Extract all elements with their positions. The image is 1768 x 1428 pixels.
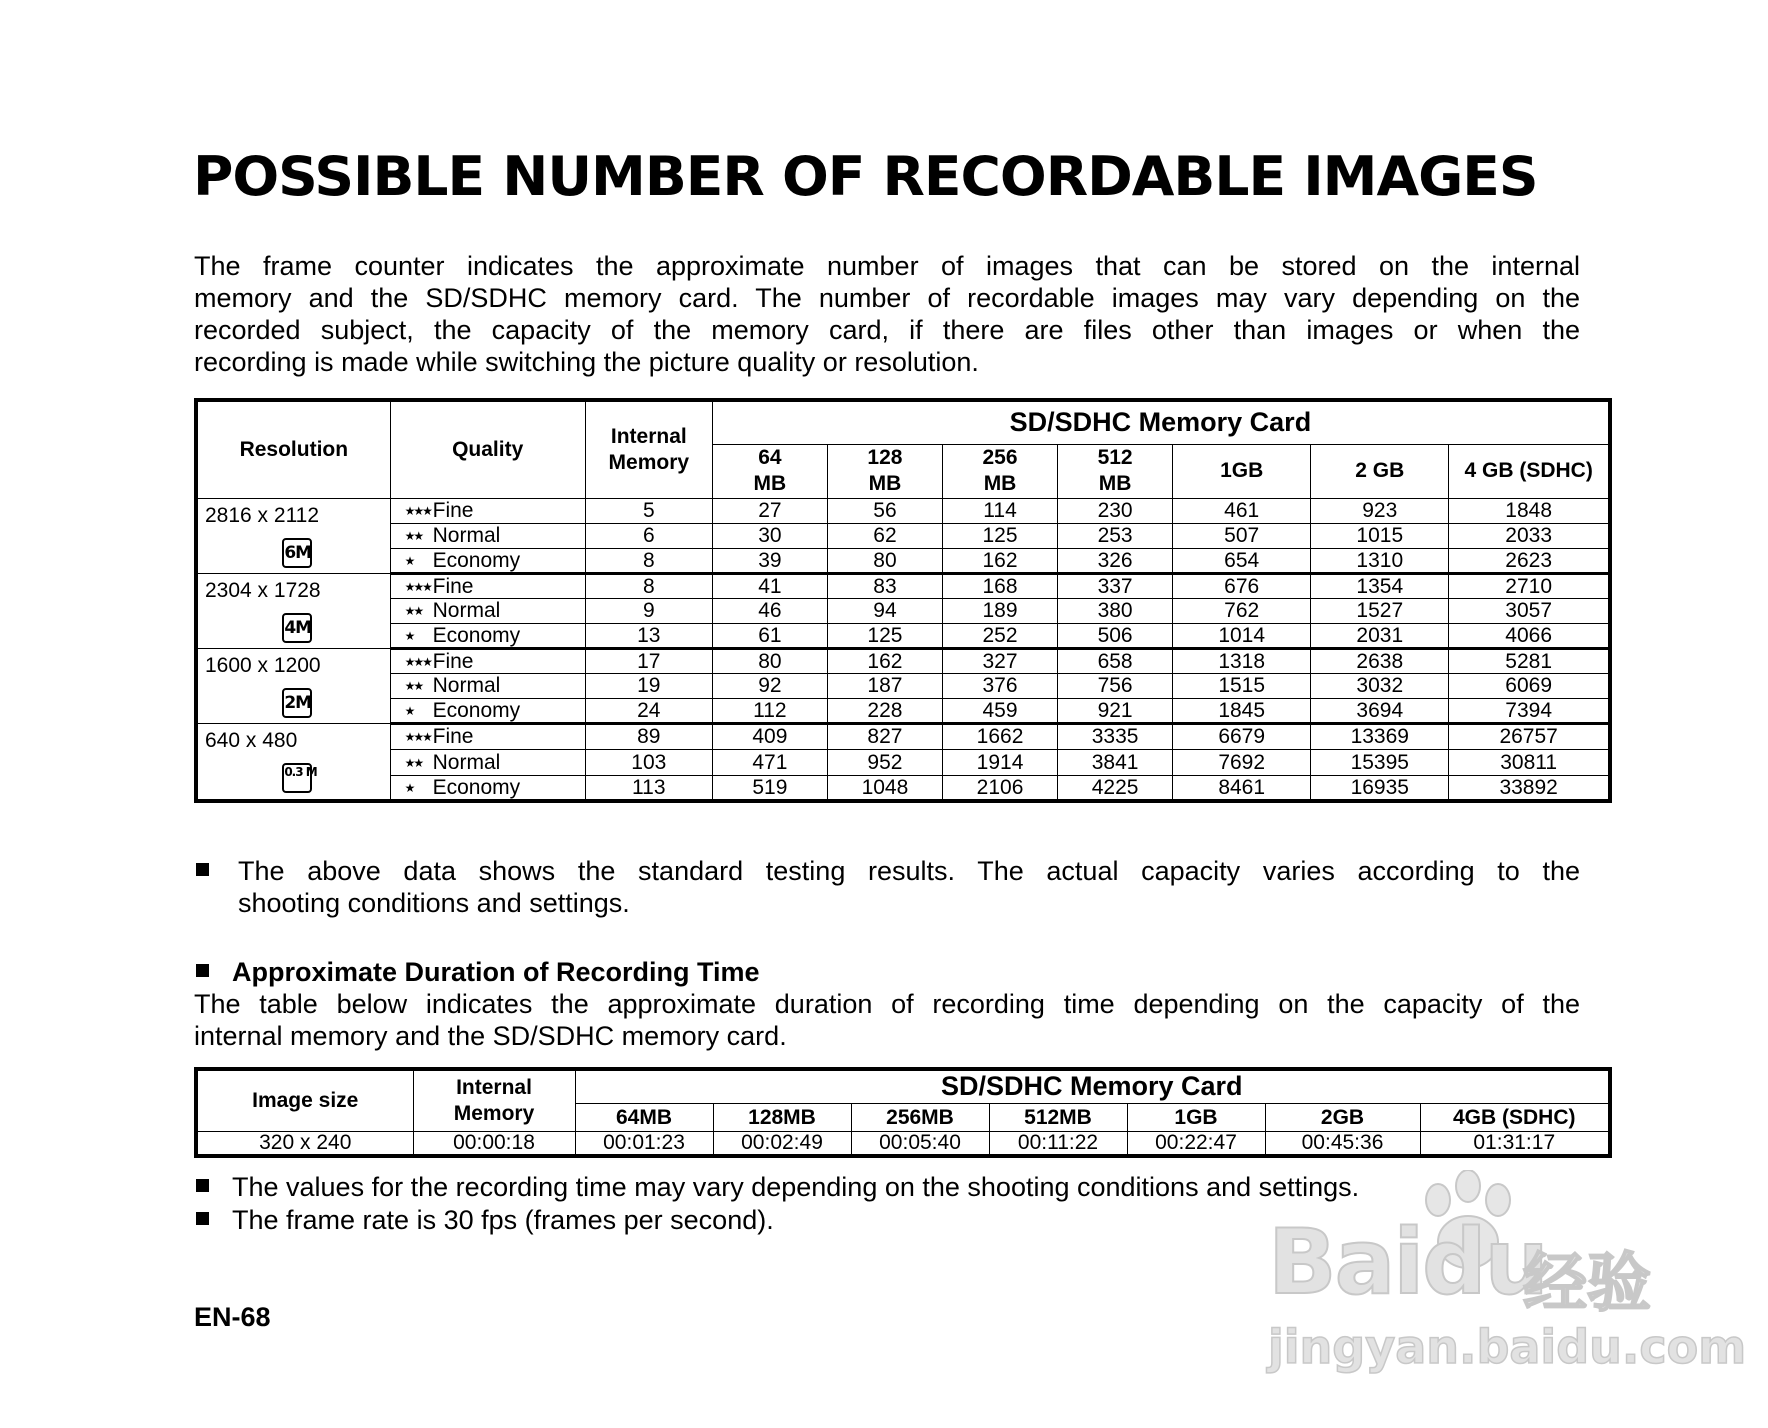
fine-quality-icon: ★★★ bbox=[404, 730, 431, 745]
card-capacity-count: 506 bbox=[1058, 623, 1173, 648]
card-capacity-count: 337 bbox=[1058, 573, 1173, 598]
note-recording-time-text: The values for the recording time may vary depending on the shooting conditions and settings. bbox=[232, 1172, 1360, 1202]
resolution-badge-icon: 6M bbox=[282, 538, 312, 568]
card-capacity-count: 189 bbox=[942, 598, 1057, 623]
watermark-url: jingyan.baidu.com bbox=[1268, 1320, 1747, 1374]
quality-header: Quality bbox=[390, 400, 585, 498]
card-capacity-count: 4066 bbox=[1449, 623, 1610, 648]
quality-label: Fine bbox=[432, 574, 474, 598]
resolution-badge-icon: 0.3 M bbox=[282, 763, 312, 793]
card-capacity-count: 3032 bbox=[1311, 673, 1449, 698]
internal-header-line: Memory bbox=[608, 450, 690, 474]
card-capacity-count: 1515 bbox=[1173, 673, 1311, 698]
card-capacity-count: 33892 bbox=[1449, 775, 1610, 801]
intro-line: memory and the SD/SDHC memory card. The number of recordable images may vary depending on the bbox=[194, 283, 1580, 313]
card-capacity-count: 2106 bbox=[942, 775, 1057, 801]
card-capacity-count: 112 bbox=[712, 698, 827, 723]
internal-header-line: Internal bbox=[610, 424, 687, 448]
quality-label: Normal bbox=[432, 750, 501, 774]
card-capacity-count: 1354 bbox=[1311, 573, 1449, 598]
quality-cell bbox=[390, 648, 585, 673]
internal-memory-count: 8 bbox=[585, 573, 712, 598]
card-capacity-count: 507 bbox=[1173, 523, 1311, 548]
duration-heading bbox=[196, 956, 760, 988]
table-row bbox=[196, 673, 1610, 698]
fine-quality-icon: ★★★ bbox=[404, 579, 431, 594]
table-row bbox=[196, 548, 1610, 573]
table-row bbox=[196, 623, 1610, 648]
card-capacity-count: 162 bbox=[827, 648, 942, 673]
card-capacity-count: 2033 bbox=[1449, 523, 1610, 548]
card-capacity-count: 923 bbox=[1311, 498, 1449, 523]
card-capacity-count: 461 bbox=[1173, 498, 1311, 523]
watermark-cn: 经验 bbox=[1523, 1247, 1651, 1319]
economy-quality-icon: ★ bbox=[404, 703, 414, 718]
resolution-cell bbox=[196, 573, 390, 648]
card-capacity-count: 80 bbox=[712, 648, 827, 673]
card-capacity-count: 30 bbox=[712, 523, 827, 548]
normal-quality-icon: ★★ bbox=[404, 679, 423, 694]
quality-cell bbox=[390, 573, 585, 598]
card-capacity-count: 3335 bbox=[1058, 723, 1173, 749]
quality-label: Fine bbox=[432, 649, 474, 673]
card-capacity-count: 3694 bbox=[1311, 698, 1449, 723]
capacity-header-line: 512 bbox=[1097, 446, 1133, 469]
card-capacity-count: 39 bbox=[712, 548, 827, 573]
resolution-value: 640 x 480 bbox=[205, 728, 298, 752]
card-capacity-count: 252 bbox=[942, 623, 1057, 648]
sd-card-header: SD/SDHC Memory Card bbox=[712, 400, 1610, 444]
normal-quality-icon: ★★ bbox=[404, 529, 423, 544]
quality-label: Economy bbox=[432, 698, 521, 722]
watermark-brand: Baidu bbox=[1268, 1210, 1547, 1315]
card-capacity-count: 6069 bbox=[1449, 673, 1610, 698]
resolution-value: 1600 x 1200 bbox=[205, 653, 321, 677]
internal-memory-count: 113 bbox=[585, 775, 712, 801]
normal-quality-icon: ★★ bbox=[404, 755, 423, 770]
card-capacity-count: 326 bbox=[1058, 548, 1173, 573]
card-capacity-count: 83 bbox=[827, 573, 942, 598]
card-capacity-count: 125 bbox=[942, 523, 1057, 548]
card-capacity-count: 1048 bbox=[827, 775, 942, 801]
card-duration: 00:02:49 bbox=[713, 1131, 851, 1156]
card-capacity-count: 2638 bbox=[1311, 648, 1449, 673]
intro-line: recording is made while switching the picture quality or resolution. bbox=[194, 347, 979, 377]
quality-cell bbox=[390, 523, 585, 548]
card-capacity-count: 1914 bbox=[942, 749, 1057, 775]
capacity-header-line: 2 GB bbox=[1355, 459, 1405, 482]
capacity-header: 4GB (SDHC) bbox=[1420, 1103, 1610, 1131]
card-capacity-count: 2623 bbox=[1449, 548, 1610, 573]
normal-quality-icon: ★★ bbox=[404, 604, 423, 619]
quality-cell bbox=[390, 698, 585, 723]
intro-paragraph bbox=[194, 250, 1580, 378]
bullet-square-icon bbox=[196, 1212, 209, 1225]
capacity-header: 64MB bbox=[575, 1103, 713, 1131]
card-capacity-count: 459 bbox=[942, 698, 1057, 723]
internal-memory-header bbox=[413, 1069, 575, 1131]
duration-intro-line: The table below indicates the approximate duration of recording time depending on the capacity of the bbox=[194, 989, 1580, 1019]
image-size-header: Image size bbox=[196, 1069, 413, 1131]
card-capacity-count: 62 bbox=[827, 523, 942, 548]
resolution-cell bbox=[196, 648, 390, 723]
capacity-header bbox=[1449, 444, 1610, 498]
card-duration: 00:05:40 bbox=[851, 1131, 989, 1156]
internal-memory-duration: 00:00:18 bbox=[413, 1131, 575, 1156]
card-capacity-count: 15395 bbox=[1311, 749, 1449, 775]
note-line: The above data shows the standard testing results. The actual capacity varies according to the bbox=[238, 856, 1580, 886]
card-capacity-count: 6679 bbox=[1173, 723, 1311, 749]
card-capacity-count: 114 bbox=[942, 498, 1057, 523]
card-capacity-count: 921 bbox=[1058, 698, 1173, 723]
internal-memory-count: 103 bbox=[585, 749, 712, 775]
card-capacity-count: 46 bbox=[712, 598, 827, 623]
internal-memory-count: 24 bbox=[585, 698, 712, 723]
quality-cell bbox=[390, 775, 585, 801]
card-capacity-count: 327 bbox=[942, 648, 1057, 673]
internal-memory-header bbox=[585, 400, 712, 498]
card-capacity-count: 168 bbox=[942, 573, 1057, 598]
quality-cell bbox=[390, 548, 585, 573]
baidu-watermark bbox=[1268, 1200, 1747, 1400]
resolution-cell bbox=[196, 498, 390, 573]
capacity-header-line: MB bbox=[753, 472, 787, 495]
table-row bbox=[196, 775, 1610, 801]
resolution-value: 2816 x 2112 bbox=[205, 503, 320, 527]
card-duration: 01:31:17 bbox=[1420, 1131, 1610, 1156]
recordable-images-table bbox=[194, 398, 1612, 803]
resolution-header: Resolution bbox=[196, 400, 390, 498]
internal-header-line: Internal bbox=[456, 1075, 532, 1099]
quality-label: Fine bbox=[432, 725, 474, 748]
bullet-square-icon bbox=[196, 863, 209, 876]
table-row bbox=[196, 523, 1610, 548]
resolution-cell bbox=[196, 723, 390, 801]
intro-line: recorded subject, the capacity of the memory card, if there are files other than images or when the bbox=[194, 315, 1580, 345]
card-capacity-count: 30811 bbox=[1449, 749, 1610, 775]
bullet-square-icon bbox=[196, 1179, 209, 1192]
card-capacity-count: 26757 bbox=[1449, 723, 1610, 749]
card-capacity-count: 230 bbox=[1058, 498, 1173, 523]
card-capacity-count: 56 bbox=[827, 498, 942, 523]
card-capacity-count: 125 bbox=[827, 623, 942, 648]
recording-duration-table bbox=[194, 1067, 1612, 1158]
quality-cell bbox=[390, 498, 585, 523]
capacity-header bbox=[1311, 444, 1449, 498]
fine-quality-icon: ★★★ bbox=[404, 504, 431, 519]
card-capacity-count: 756 bbox=[1058, 673, 1173, 698]
card-capacity-count: 380 bbox=[1058, 598, 1173, 623]
note-standard-results bbox=[196, 855, 1580, 918]
economy-quality-icon: ★ bbox=[404, 781, 414, 796]
card-capacity-count: 2710 bbox=[1449, 573, 1610, 598]
quality-label: Economy bbox=[432, 548, 521, 572]
capacity-header-line: 1GB bbox=[1220, 459, 1264, 482]
card-duration: 00:22:47 bbox=[1127, 1131, 1265, 1156]
card-capacity-count: 952 bbox=[827, 749, 942, 775]
card-capacity-count: 5281 bbox=[1449, 648, 1610, 673]
capacity-header-line: MB bbox=[1098, 472, 1132, 495]
internal-memory-count: 5 bbox=[585, 498, 712, 523]
internal-memory-count: 8 bbox=[585, 548, 712, 573]
capacity-header-line: MB bbox=[868, 472, 902, 495]
quality-label: Economy bbox=[432, 775, 521, 799]
card-capacity-count: 253 bbox=[1058, 523, 1173, 548]
card-capacity-count: 1310 bbox=[1311, 548, 1449, 573]
internal-header-line: Memory bbox=[453, 1101, 535, 1125]
capacity-header: 512MB bbox=[989, 1103, 1127, 1131]
card-capacity-count: 13369 bbox=[1311, 723, 1449, 749]
quality-cell bbox=[390, 598, 585, 623]
card-capacity-count: 1015 bbox=[1311, 523, 1449, 548]
card-capacity-count: 187 bbox=[827, 673, 942, 698]
card-capacity-count: 654 bbox=[1173, 548, 1311, 573]
card-duration: 00:01:23 bbox=[575, 1131, 713, 1156]
card-capacity-count: 228 bbox=[827, 698, 942, 723]
card-capacity-count: 1848 bbox=[1449, 498, 1610, 523]
card-capacity-count: 3057 bbox=[1449, 598, 1610, 623]
internal-memory-count: 19 bbox=[585, 673, 712, 698]
card-duration: 00:45:36 bbox=[1265, 1131, 1420, 1156]
capacity-header-line: 256 bbox=[982, 446, 1018, 469]
card-capacity-count: 3841 bbox=[1058, 749, 1173, 775]
capacity-header-line: 128 bbox=[867, 446, 903, 469]
card-capacity-count: 8461 bbox=[1173, 775, 1311, 801]
table-row bbox=[196, 598, 1610, 623]
resolution-badge-icon: 4M bbox=[282, 613, 312, 643]
capacity-header-line: MB bbox=[983, 472, 1017, 495]
card-capacity-count: 7394 bbox=[1449, 698, 1610, 723]
table-row bbox=[196, 648, 1610, 673]
economy-quality-icon: ★ bbox=[404, 553, 414, 568]
quality-label: Fine bbox=[432, 499, 474, 522]
fine-quality-icon: ★★★ bbox=[404, 654, 431, 669]
quality-cell bbox=[390, 723, 585, 749]
card-capacity-count: 1845 bbox=[1173, 698, 1311, 723]
capacity-header: 128MB bbox=[713, 1103, 851, 1131]
page-number: EN-68 bbox=[194, 1302, 271, 1332]
card-capacity-count: 41 bbox=[712, 573, 827, 598]
table-row bbox=[196, 698, 1610, 723]
capacity-header bbox=[1173, 444, 1311, 498]
card-capacity-count: 16935 bbox=[1311, 775, 1449, 801]
resolution-badge-icon: 2M bbox=[282, 688, 312, 718]
table-row bbox=[196, 749, 1610, 775]
card-capacity-count: 4225 bbox=[1058, 775, 1173, 801]
quality-label: Economy bbox=[432, 623, 521, 647]
card-capacity-count: 376 bbox=[942, 673, 1057, 698]
capacity-header bbox=[942, 444, 1057, 498]
card-duration: 00:11:22 bbox=[989, 1131, 1127, 1156]
internal-memory-count: 6 bbox=[585, 523, 712, 548]
resolution-value: 2304 x 1728 bbox=[205, 578, 321, 602]
card-capacity-count: 1014 bbox=[1173, 623, 1311, 648]
image-size-cell: 320 x 240 bbox=[196, 1131, 413, 1156]
capacity-header: 2GB bbox=[1265, 1103, 1420, 1131]
quality-label: Normal bbox=[432, 674, 501, 697]
table-row bbox=[196, 1131, 1610, 1156]
note-recording-time bbox=[196, 1171, 1359, 1203]
card-capacity-count: 94 bbox=[827, 598, 942, 623]
capacity-header bbox=[827, 444, 942, 498]
card-capacity-count: 27 bbox=[712, 498, 827, 523]
card-capacity-count: 827 bbox=[827, 723, 942, 749]
capacity-header bbox=[712, 444, 827, 498]
quality-label: Normal bbox=[432, 524, 501, 547]
card-capacity-count: 658 bbox=[1058, 648, 1173, 673]
internal-memory-count: 13 bbox=[585, 623, 712, 648]
card-capacity-count: 762 bbox=[1173, 598, 1311, 623]
card-capacity-count: 1318 bbox=[1173, 648, 1311, 673]
capacity-header-line: 4 GB (SDHC) bbox=[1464, 459, 1593, 482]
intro-line: The frame counter indicates the approximate number of images that can be stored on the internal bbox=[194, 251, 1580, 281]
card-capacity-count: 676 bbox=[1173, 573, 1311, 598]
card-capacity-count: 7692 bbox=[1173, 749, 1311, 775]
card-capacity-count: 471 bbox=[712, 749, 827, 775]
sd-card-header: SD/SDHC Memory Card bbox=[575, 1069, 1610, 1103]
note-frame-rate bbox=[196, 1204, 774, 1236]
capacity-header bbox=[1058, 444, 1173, 498]
duration-heading-text: Approximate Duration of Recording Time bbox=[232, 957, 760, 987]
card-capacity-count: 409 bbox=[712, 723, 827, 749]
table-row bbox=[196, 723, 1610, 749]
internal-memory-count: 89 bbox=[585, 723, 712, 749]
economy-quality-icon: ★ bbox=[404, 628, 414, 643]
note-line: shooting conditions and settings. bbox=[238, 888, 630, 918]
card-capacity-count: 1527 bbox=[1311, 598, 1449, 623]
card-capacity-count: 1662 bbox=[942, 723, 1057, 749]
card-capacity-count: 162 bbox=[942, 548, 1057, 573]
duration-intro-line: internal memory and the SD/SDHC memory card. bbox=[194, 1021, 787, 1051]
quality-cell bbox=[390, 673, 585, 698]
internal-memory-count: 17 bbox=[585, 648, 712, 673]
duration-intro-paragraph bbox=[194, 988, 1580, 1052]
card-capacity-count: 61 bbox=[712, 623, 827, 648]
card-capacity-count: 80 bbox=[827, 548, 942, 573]
card-capacity-count: 519 bbox=[712, 775, 827, 801]
page-title: POSSIBLE NUMBER OF RECORDABLE IMAGES bbox=[193, 145, 1538, 208]
capacity-header: 1GB bbox=[1127, 1103, 1265, 1131]
bullet-square-icon bbox=[196, 964, 209, 977]
capacity-header: 256MB bbox=[851, 1103, 989, 1131]
table-row bbox=[196, 498, 1610, 523]
table-row bbox=[196, 573, 1610, 598]
card-capacity-count: 92 bbox=[712, 673, 827, 698]
card-capacity-count: 2031 bbox=[1311, 623, 1449, 648]
quality-label: Normal bbox=[432, 599, 501, 622]
internal-memory-count: 9 bbox=[585, 598, 712, 623]
note-frame-rate-text: The frame rate is 30 fps (frames per second). bbox=[232, 1205, 774, 1235]
quality-cell bbox=[390, 749, 585, 775]
capacity-header-line: 64 bbox=[758, 446, 782, 469]
quality-cell bbox=[390, 623, 585, 648]
